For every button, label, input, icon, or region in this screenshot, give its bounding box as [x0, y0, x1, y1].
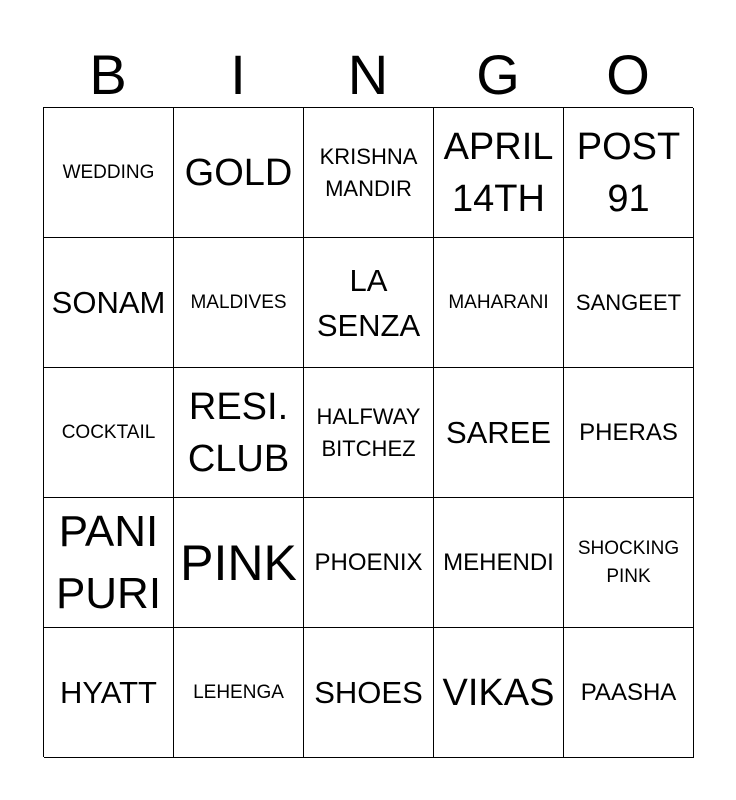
bingo-cell[interactable]: [304, 368, 434, 498]
bingo-cell[interactable]: [434, 498, 564, 628]
cell-label: HYATT: [59, 675, 157, 710]
cell-label: PAASHA: [580, 678, 677, 706]
bingo-cell[interactable]: [434, 368, 564, 498]
bingo-cell[interactable]: [434, 628, 564, 758]
cell-label: MALDIVES: [190, 291, 287, 313]
bingo-cell[interactable]: [304, 238, 434, 368]
header-letter-i: I: [230, 43, 246, 106]
cell-label: HALFWAY BITCHEZ: [316, 403, 421, 461]
cell-label: SONAM: [51, 285, 166, 320]
bingo-cell[interactable]: [564, 238, 694, 368]
cell-label: COCKTAIL: [61, 421, 156, 443]
header-letter-g: G: [476, 43, 520, 106]
bingo-header: [43, 44, 693, 106]
bingo-cell[interactable]: [304, 108, 434, 238]
bingo-cell[interactable]: [174, 108, 304, 238]
cell-label: MAHARANI: [448, 291, 549, 313]
bingo-cell[interactable]: [564, 498, 694, 628]
bingo-cell[interactable]: [564, 628, 694, 758]
cell-label: VIKAS: [442, 671, 555, 714]
cell-label: POST 91: [576, 125, 681, 220]
cell-label: APRIL 14TH: [443, 125, 554, 220]
header-letter-b: B: [89, 43, 127, 106]
bingo-cell[interactable]: [304, 498, 434, 628]
bingo-cell[interactable]: [174, 498, 304, 628]
bingo-cell[interactable]: [564, 108, 694, 238]
cell-label: GOLD: [184, 151, 293, 194]
header-letter-o: O: [606, 43, 650, 106]
bingo-cell[interactable]: [44, 628, 174, 758]
cell-label: LEHENGA: [193, 681, 284, 703]
bingo-cell[interactable]: [174, 628, 304, 758]
cell-label: MEHENDI: [443, 548, 554, 576]
bingo-cell[interactable]: [564, 368, 694, 498]
cell-label: PHERAS: [579, 418, 678, 446]
bingo-cell[interactable]: [304, 628, 434, 758]
cell-label: SHOES: [314, 675, 423, 710]
bingo-cell[interactable]: [174, 238, 304, 368]
bingo-cell[interactable]: [434, 108, 564, 238]
cell-label: PHOENIX: [314, 548, 423, 576]
cell-label: PANI PURI: [55, 506, 162, 618]
cell-label: RESI. CLUB: [187, 385, 290, 480]
cell-label: SAREE: [445, 415, 552, 450]
cell-label: WEDDING: [62, 161, 155, 183]
bingo-cell[interactable]: [174, 368, 304, 498]
bingo-cell[interactable]: [44, 108, 174, 238]
cell-label: SHOCKING PINK: [577, 537, 680, 587]
bingo-cell[interactable]: [434, 238, 564, 368]
bingo-cell[interactable]: [44, 368, 174, 498]
cell-label: SANGEET: [575, 289, 682, 315]
header-letter-n: N: [347, 43, 389, 106]
cell-label: PINK: [180, 534, 297, 591]
bingo-cell[interactable]: [44, 498, 174, 628]
bingo-cell[interactable]: [44, 238, 174, 368]
cell-label: LA SENZA: [316, 262, 421, 343]
cell-label: KRISHNA MANDIR: [319, 143, 418, 201]
bingo-grid: [43, 107, 693, 757]
